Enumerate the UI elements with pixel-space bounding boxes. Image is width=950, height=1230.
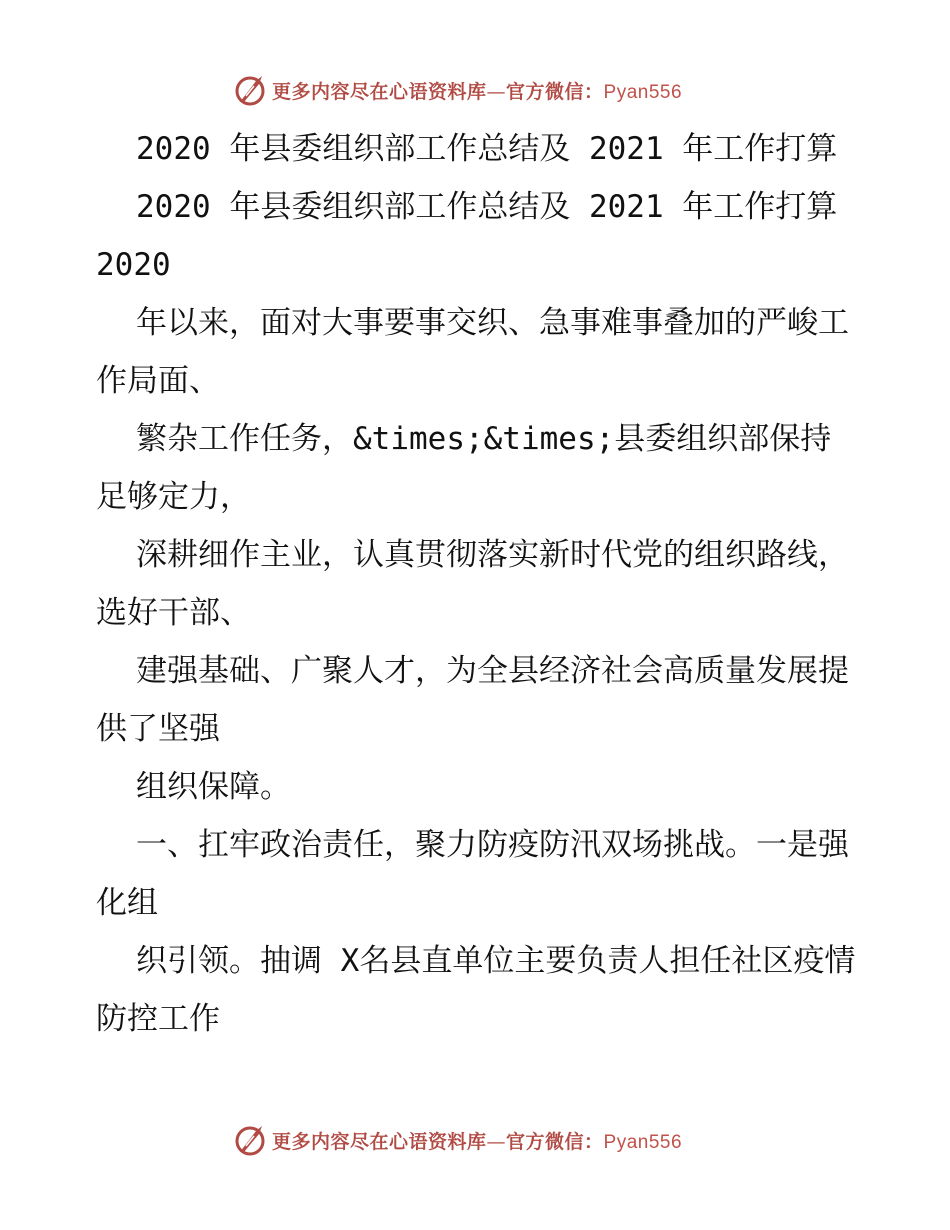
banner-dash: —: [486, 80, 507, 103]
body-paragraph: 一、扛牢政治责任，聚力防疫防汛双场挑战。一是强化组: [96, 827, 849, 921]
body-paragraph: 2020 年县委组织部工作总结及 2021 年工作打算 2020: [96, 189, 838, 283]
header-banner-text: [272, 77, 682, 104]
body-paragraph: 组织保障。: [136, 769, 291, 805]
wechat-handle: Pyan556: [603, 1131, 683, 1153]
quill-pen-logo-icon: [232, 1122, 268, 1158]
body-paragraph: 织引领。抽调 X名县直单位主要负责人担任社区疫情防控工作: [96, 943, 856, 1037]
banner-dash: —: [486, 1130, 507, 1153]
footer-watermark-banner: [232, 1122, 732, 1158]
body-paragraph: 深耕细作主业，认真贯彻落实新时代党的组织路线，选好干部、: [96, 537, 849, 631]
wechat-label: 官方微信：: [506, 1130, 604, 1153]
quill-pen-logo-icon: [232, 72, 268, 108]
brand-text: 更多内容尽在心语资料库: [272, 80, 487, 103]
footer-banner-text: [272, 1127, 682, 1154]
body-paragraph: 年以来，面对大事要事交织、急事难事叠加的严峻工作局面、: [96, 305, 849, 399]
body-paragraph: 建强基础、广聚人才，为全县经济社会高质量发展提供了坚强: [96, 653, 849, 747]
document-body: [96, 120, 856, 1048]
title-paragraph: 2020 年县委组织部工作总结及 2021 年工作打算: [136, 131, 838, 167]
brand-text: 更多内容尽在心语资料库: [272, 1130, 487, 1153]
header-watermark-banner: [232, 72, 732, 108]
wechat-label: 官方微信：: [506, 80, 604, 103]
body-paragraph: 繁杂工作任务，&times;&times;县委组织部保持足够定力，: [96, 421, 832, 515]
wechat-handle: Pyan556: [603, 81, 683, 103]
